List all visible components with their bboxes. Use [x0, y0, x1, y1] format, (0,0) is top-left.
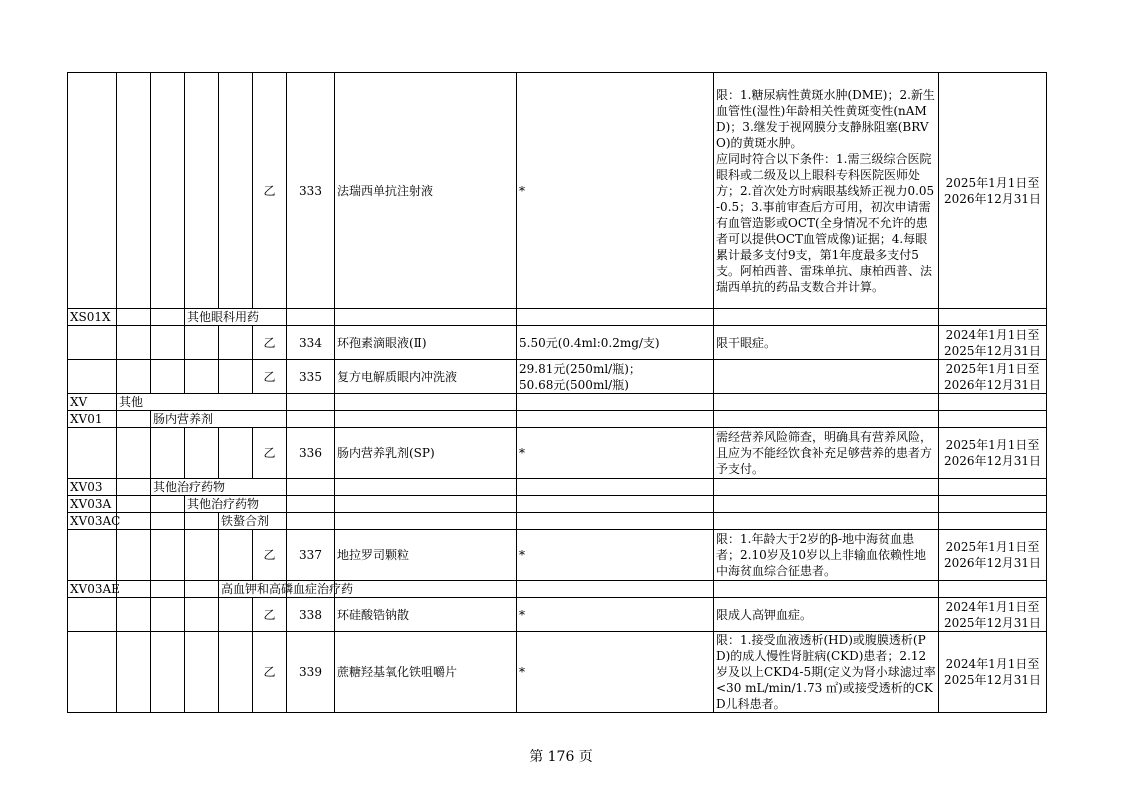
- category-label-cell: 其他: [117, 394, 287, 411]
- drug-row: [68, 632, 1047, 713]
- empty-cell: [117, 428, 151, 479]
- empty-cell: [714, 581, 939, 598]
- empty-cell: [117, 513, 151, 530]
- empty-cell: [117, 496, 151, 513]
- category-row: [68, 411, 1047, 428]
- drug-number-cell: 336: [287, 428, 335, 479]
- drug-spec-cell: 29.81元(250ml/瓶)； 50.68元(500ml/瓶): [517, 360, 714, 394]
- drug-spec-cell: *: [517, 632, 714, 713]
- drug-spec-cell: *: [517, 73, 714, 309]
- empty-cell: [151, 326, 185, 360]
- drug-remark-cell: 限干眼症。: [714, 326, 939, 360]
- empty-cell: [68, 428, 117, 479]
- empty-cell: [117, 326, 151, 360]
- empty-cell: [714, 411, 939, 428]
- drug-row: [68, 428, 1047, 479]
- empty-cell: [185, 360, 219, 394]
- drug-row: [68, 530, 1047, 581]
- page-number: 第 176 页: [529, 749, 593, 765]
- empty-cell: [517, 394, 714, 411]
- empty-cell: [517, 581, 714, 598]
- drug-remark-cell: 限：1.接受血液透析(HD)或腹膜透析(PD)的成人慢性肾脏病(CKD)患者；2.12岁及以上CKD4-5期(定义为肾小球滤过率<30 mL/min/1.73 ㎡)或接受透析的CKD儿科患者。: [714, 632, 939, 713]
- empty-cell: [714, 479, 939, 496]
- empty-cell: [68, 598, 117, 632]
- drug-number-cell: 335: [287, 360, 335, 394]
- empty-cell: [151, 632, 185, 713]
- empty-cell: [151, 496, 185, 513]
- category-label-cell: 其他治疗药物: [185, 496, 287, 513]
- category-code-cell: XV01: [68, 411, 117, 428]
- empty-cell: [219, 73, 253, 309]
- empty-cell: [117, 479, 151, 496]
- empty-cell: [117, 309, 151, 326]
- empty-cell: [287, 394, 335, 411]
- empty-cell: [939, 394, 1047, 411]
- category-row: [68, 513, 1047, 530]
- empty-cell: [939, 309, 1047, 326]
- empty-cell: [68, 530, 117, 581]
- drug-row: [68, 598, 1047, 632]
- empty-cell: [68, 632, 117, 713]
- category-label-cell: 其他眼科用药: [185, 309, 287, 326]
- empty-cell: [151, 598, 185, 632]
- drug-name-cell: 法瑞西单抗注射液: [335, 73, 517, 309]
- empty-cell: [151, 530, 185, 581]
- empty-cell: [68, 360, 117, 394]
- empty-cell: [68, 73, 117, 309]
- drug-period-cell: 2025年1月1日至 2026年12月31日: [939, 428, 1047, 479]
- empty-cell: [335, 309, 517, 326]
- empty-cell: [714, 394, 939, 411]
- empty-cell: [939, 581, 1047, 598]
- drug-number-cell: 333: [287, 73, 335, 309]
- drug-class-cell: 乙: [253, 598, 287, 632]
- empty-cell: [219, 428, 253, 479]
- drug-name-cell: 肠内营养乳剂(SP): [335, 428, 517, 479]
- drug-number-cell: 338: [287, 598, 335, 632]
- category-label-cell: 其他治疗药物: [151, 479, 287, 496]
- drug-row: [68, 326, 1047, 360]
- empty-cell: [714, 309, 939, 326]
- drug-row: [68, 360, 1047, 394]
- category-code-cell: XV03AE: [68, 581, 117, 598]
- category-label-cell: 铁螯合剂: [219, 513, 287, 530]
- category-code-cell: XV03AC: [68, 513, 117, 530]
- empty-cell: [185, 513, 219, 530]
- empty-cell: [517, 479, 714, 496]
- drug-row: [68, 73, 1047, 309]
- drug-class-cell: 乙: [253, 632, 287, 713]
- empty-cell: [185, 530, 219, 581]
- empty-cell: [219, 632, 253, 713]
- drug-period-cell: 2025年1月1日至 2026年12月31日: [939, 73, 1047, 309]
- empty-cell: [185, 581, 219, 598]
- empty-cell: [335, 581, 517, 598]
- drug-period-cell: 2024年1月1日至 2025年12月31日: [939, 598, 1047, 632]
- empty-cell: [151, 360, 185, 394]
- empty-cell: [185, 598, 219, 632]
- drug-period-cell: 2025年1月1日至 2026年12月31日: [939, 530, 1047, 581]
- empty-cell: [287, 496, 335, 513]
- drug-class-cell: 乙: [253, 326, 287, 360]
- category-code-cell: XV: [68, 394, 117, 411]
- drug-remark-cell: 限：1.糖尿病性黄斑水肿(DME)；2.新生血管性(湿性)年龄相关性黄斑变性(nAMD)；3.继发于视网膜分支静脉阻塞(BRVO)的黄斑水肿。 应同时符合以下条件：1.需三级综合医院眼科或二级及以上眼科专科医院医师处方；2.首次处方时病眼基线矫正视力0.05-0.5；3.事前审查后方可用，初次申请需有血管造影或OCT(全身情况不允许的患者可以提供OCT血管成像)证据；4.每眼累计最多支付9支，第1年度最多支付5支。阿柏西普、雷珠单抗、康柏西普、法瑞西单抗的药品支数合并计算。: [714, 73, 939, 309]
- empty-cell: [185, 428, 219, 479]
- category-code-cell: XV03A: [68, 496, 117, 513]
- empty-cell: [117, 530, 151, 581]
- drug-spec-cell: *: [517, 428, 714, 479]
- drug-period-cell: 2024年1月1日至 2025年12月31日: [939, 326, 1047, 360]
- category-label-cell: 肠内营养剂: [151, 411, 287, 428]
- drug-remark-cell: 限成人高钾血症。: [714, 598, 939, 632]
- empty-cell: [335, 479, 517, 496]
- drug-class-cell: 乙: [253, 428, 287, 479]
- empty-cell: [714, 513, 939, 530]
- empty-cell: [335, 411, 517, 428]
- empty-cell: [939, 513, 1047, 530]
- drug-name-cell: 蔗糖羟基氧化铁咀嚼片: [335, 632, 517, 713]
- drug-remark-cell: [714, 360, 939, 394]
- drug-name-cell: 环硅酸锆钠散: [335, 598, 517, 632]
- empty-cell: [335, 394, 517, 411]
- empty-cell: [151, 581, 185, 598]
- drug-name-cell: 地拉罗司颗粒: [335, 530, 517, 581]
- drug-remark-cell: 限：1.年龄大于2岁的β-地中海贫血患者；2.10岁及10岁以上非输血依赖性地中海贫血综合征患者。: [714, 530, 939, 581]
- drug-name-cell: 环孢素滴眼液(Ⅱ): [335, 326, 517, 360]
- table-body: [68, 73, 1047, 713]
- empty-cell: [517, 411, 714, 428]
- drug-number-cell: 339: [287, 632, 335, 713]
- empty-cell: [117, 411, 151, 428]
- drug-period-cell: 2024年1月1日至 2025年12月31日: [939, 632, 1047, 713]
- drug-number-cell: 337: [287, 530, 335, 581]
- drug-remark-cell: 需经营养风险筛查，明确具有营养风险，且应为不能经饮食补充足够营养的患者方予支付。: [714, 428, 939, 479]
- empty-cell: [117, 632, 151, 713]
- empty-cell: [117, 360, 151, 394]
- empty-cell: [335, 496, 517, 513]
- empty-cell: [219, 360, 253, 394]
- drug-class-cell: 乙: [253, 73, 287, 309]
- empty-cell: [185, 73, 219, 309]
- empty-cell: [517, 309, 714, 326]
- category-row: [68, 496, 1047, 513]
- empty-cell: [219, 598, 253, 632]
- drug-class-cell: 乙: [253, 360, 287, 394]
- empty-cell: [117, 73, 151, 309]
- drug-spec-cell: *: [517, 530, 714, 581]
- category-row: [68, 581, 1047, 598]
- empty-cell: [68, 326, 117, 360]
- category-code-cell: XV03: [68, 479, 117, 496]
- category-row: [68, 479, 1047, 496]
- empty-cell: [151, 428, 185, 479]
- category-row: [68, 394, 1047, 411]
- drug-period-cell: 2025年1月1日至 2026年12月31日: [939, 360, 1047, 394]
- empty-cell: [185, 326, 219, 360]
- empty-cell: [287, 513, 335, 530]
- empty-cell: [939, 411, 1047, 428]
- empty-cell: [151, 73, 185, 309]
- empty-cell: [117, 598, 151, 632]
- drug-number-cell: 334: [287, 326, 335, 360]
- drug-spec-cell: *: [517, 598, 714, 632]
- category-label-cell: 高血钾和高磷血症治疗药: [219, 581, 287, 598]
- empty-cell: [287, 411, 335, 428]
- drug-name-cell: 复方电解质眼内冲洗液: [335, 360, 517, 394]
- empty-cell: [151, 513, 185, 530]
- drug-class-cell: 乙: [253, 530, 287, 581]
- category-code-cell: XS01X: [68, 309, 117, 326]
- empty-cell: [287, 479, 335, 496]
- category-row: [68, 309, 1047, 326]
- drug-catalog-table: [67, 72, 1047, 713]
- empty-cell: [151, 309, 185, 326]
- empty-cell: [219, 530, 253, 581]
- empty-cell: [287, 309, 335, 326]
- drug-spec-cell: 5.50元(0.4ml:0.2mg/支): [517, 326, 714, 360]
- empty-cell: [219, 326, 253, 360]
- empty-cell: [185, 632, 219, 713]
- empty-cell: [117, 581, 151, 598]
- empty-cell: [939, 479, 1047, 496]
- empty-cell: [335, 513, 517, 530]
- empty-cell: [517, 496, 714, 513]
- empty-cell: [939, 496, 1047, 513]
- empty-cell: [714, 496, 939, 513]
- empty-cell: [517, 513, 714, 530]
